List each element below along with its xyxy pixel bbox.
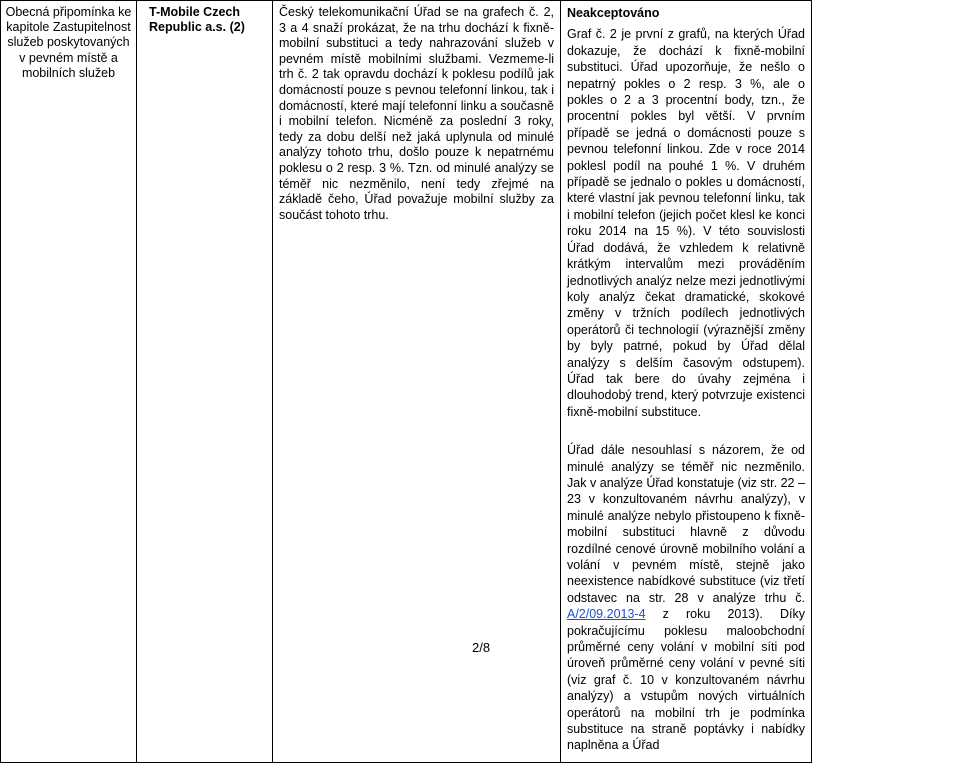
resolution-paragraph-2 bbox=[567, 442, 805, 754]
resolution-block bbox=[561, 1, 811, 754]
comment-text: Český telekomunikační Úřad se na grafech č. 2, 3 a 4 snaží prokázat, že na trhu dochází k fixně-mobilní substituci a tedy nahrazování služeb v pevném místě mobilními službami. Vezmeme-li trh č. 2 tak opravdu dochází k poklesu podílů jak domácností pouze s pevnou telefonní linkou, tak i domácností, které mají telefonní linku a současně i mobilní telefon. Nicméně za poslední 3 roky, tedy za dobu delší než jaká uplynula od minulé analýzy tohoto trhu, došlo pouze k nepatrnému poklesu o 2 resp. 3 %. Tzn. od minulé analýzy se téměř nic nezměnilo, není tedy zřejmé na základě čeho, Úřad považuje mobilní služby za součást tohoto trhu. bbox=[279, 5, 554, 222]
resolution-cell bbox=[561, 1, 812, 763]
submitter-cell bbox=[137, 1, 273, 763]
paragraph-2-end: z roku 2013). Díky pokračujícímu poklesu maloobchodní průměrné ceny volání v mobilní síti pod úroveň průměrné ceny volání v pevné síti (viz graf č. 10 v konzultovaném návrhu analýzy) a vstupům nových virtuálních operátorů na mobilní trh je podmínka substituce na straně poptávky i nabídky naplněna a Úřad bbox=[567, 607, 805, 753]
analysis-reference-link[interactable]: A/2/09.2013-4 bbox=[567, 607, 646, 622]
paragraph-2-start: Úřad dále nesouhlasí s názorem, že od minulé analýzy se téměř nic nezměnilo. Jak v analýze Úřad konstatuje (viz str. 22 – 23 v konzultovaném návrhu analýzy), v minulé analýze nebylo přistoupeno k fixně-mobilní substituci hlavně z důvodu rozdílné cenové úrovně mobilního volání a volání v pevném místě, stejně jako neexistence nabídkové substituce (viz třetí odstavec na str. 28 v analýze trhu č. bbox=[567, 443, 805, 605]
comment-cell bbox=[273, 1, 561, 763]
topic-cell bbox=[1, 1, 137, 763]
submitter-text: T-Mobile Czech Republic a.s. (2) bbox=[149, 5, 245, 35]
table-row bbox=[1, 1, 812, 763]
resolution-heading: Neakceptováno bbox=[567, 6, 660, 20]
resolution-paragraph-1: Graf č. 2 je první z grafů, na kterých Úřad dokazuje, že dochází k fixně-mobilní substituci. Úřad upozorňuje, že nešlo o nepatrný pokles o 2 resp. 3 %, ale o pokles o 2 a 3 procentní body, tzn., že procentní pokles byl větší. V prvním případě se jedná o domácnosti pouze s pevnou telefonní linkou. Zde v roce 2014 poklesl podíl na pouhé 1 %. V druhém případě se jednalo o pokles u domácností, které vlastní jak pevnou telefonní linku, tak i mobilní telefon (jejich počet klesl ke konci roku 2014 na 15 %). V této souvislosti Úřad dodává, že vzhledem k relativně krátkým intervalům mezi prováděním jednotlivých analýz nelze mezi jednotlivými koly analýz čekat dramatické, skokové změny v tržních podílech jednotlivých operátorů či technologií (výraznější změny by byly patrné, pokud by Úřad dělal analýzy s delším časovým odstupem). Úřad tak bere do úvahy zejména i dlouhodobý trend, který potvrzuje existenci fixně-mobilní substituce. bbox=[567, 27, 805, 419]
page-number: 2/8 bbox=[472, 640, 491, 655]
topic-text: Obecná připomínka ke kapitole Zastupitelnost služeb poskytovaných v pevném místě a mobilních služeb bbox=[5, 5, 132, 80]
